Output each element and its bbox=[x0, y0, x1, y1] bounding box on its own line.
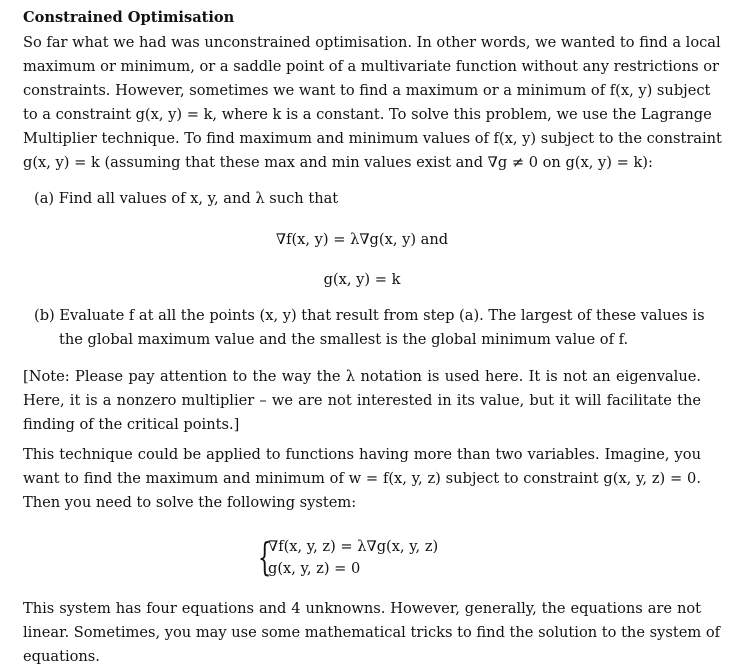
more-line-1: This technique could be applied to functions having more than two variables. Imagine, you bbox=[23, 446, 701, 463]
equation-constraint: g(x, y) = k bbox=[323, 271, 401, 288]
note-line-2: Here, it is a nonzero multiplier – we are not interested in its value, but it will facilitate the bbox=[23, 392, 701, 409]
final-line-3: equations. bbox=[23, 648, 100, 665]
step-a: (a) Find all values of x, y, and λ such that bbox=[34, 190, 339, 207]
step-b-line-1: (b) Evaluate f at all the points (x, y) that result from step (a). The largest of these values is bbox=[34, 307, 705, 324]
note-line-1: [Note: Please pay attention to the way the λ notation is used here. It is not an eigenvalue. bbox=[23, 368, 701, 385]
more-line-3: Then you need to solve the following system: bbox=[23, 494, 357, 511]
intro-line-4: to a constraint g(x, y) = k, where k is a constant. To solve this problem, we use the Lagrange bbox=[23, 106, 712, 123]
intro-line-1: So far what we had was unconstrained optimisation. In other words, we wanted to find a local bbox=[23, 34, 721, 51]
equation-gradient: ∇f(x, y) = λ∇g(x, y) and bbox=[275, 231, 449, 248]
intro-line-3: constraints. However, sometimes we want to find a maximum or a minimum of f(x, y) subject bbox=[23, 82, 711, 99]
step-b-line-2: the global maximum value and the smallest is the global minimum value of f. bbox=[59, 331, 629, 348]
final-line-2: linear. Sometimes, you may use some mathematical tricks to find the solution to the system of bbox=[23, 624, 721, 641]
final-line-1: This system has four equations and 4 unknowns. However, generally, the equations are not bbox=[23, 600, 701, 617]
intro-line-2: maximum or minimum, or a saddle point of a multivariate function without any restrictions or bbox=[23, 58, 719, 75]
note-line-3: finding of the critical points.] bbox=[23, 416, 240, 433]
system-equation-1: ∇f(x, y, z) = λ∇g(x, y, z) bbox=[268, 538, 439, 555]
more-line-2: want to find the maximum and minimum of w = f(x, y, z) subject to constraint g(x, y, z) = 0. bbox=[23, 470, 701, 487]
intro-line-5: Multiplier technique. To find maximum and minimum values of f(x, y) subject to the constraint bbox=[23, 130, 722, 147]
section-heading: Constrained Optimisation bbox=[23, 9, 235, 26]
system-equation-2: g(x, y, z) = 0 bbox=[268, 560, 361, 577]
system-brace: { bbox=[258, 535, 272, 579]
intro-line-6: g(x, y) = k (assuming that these max and min values exist and ∇g ≠ 0 on g(x, y) = k): bbox=[23, 154, 653, 171]
